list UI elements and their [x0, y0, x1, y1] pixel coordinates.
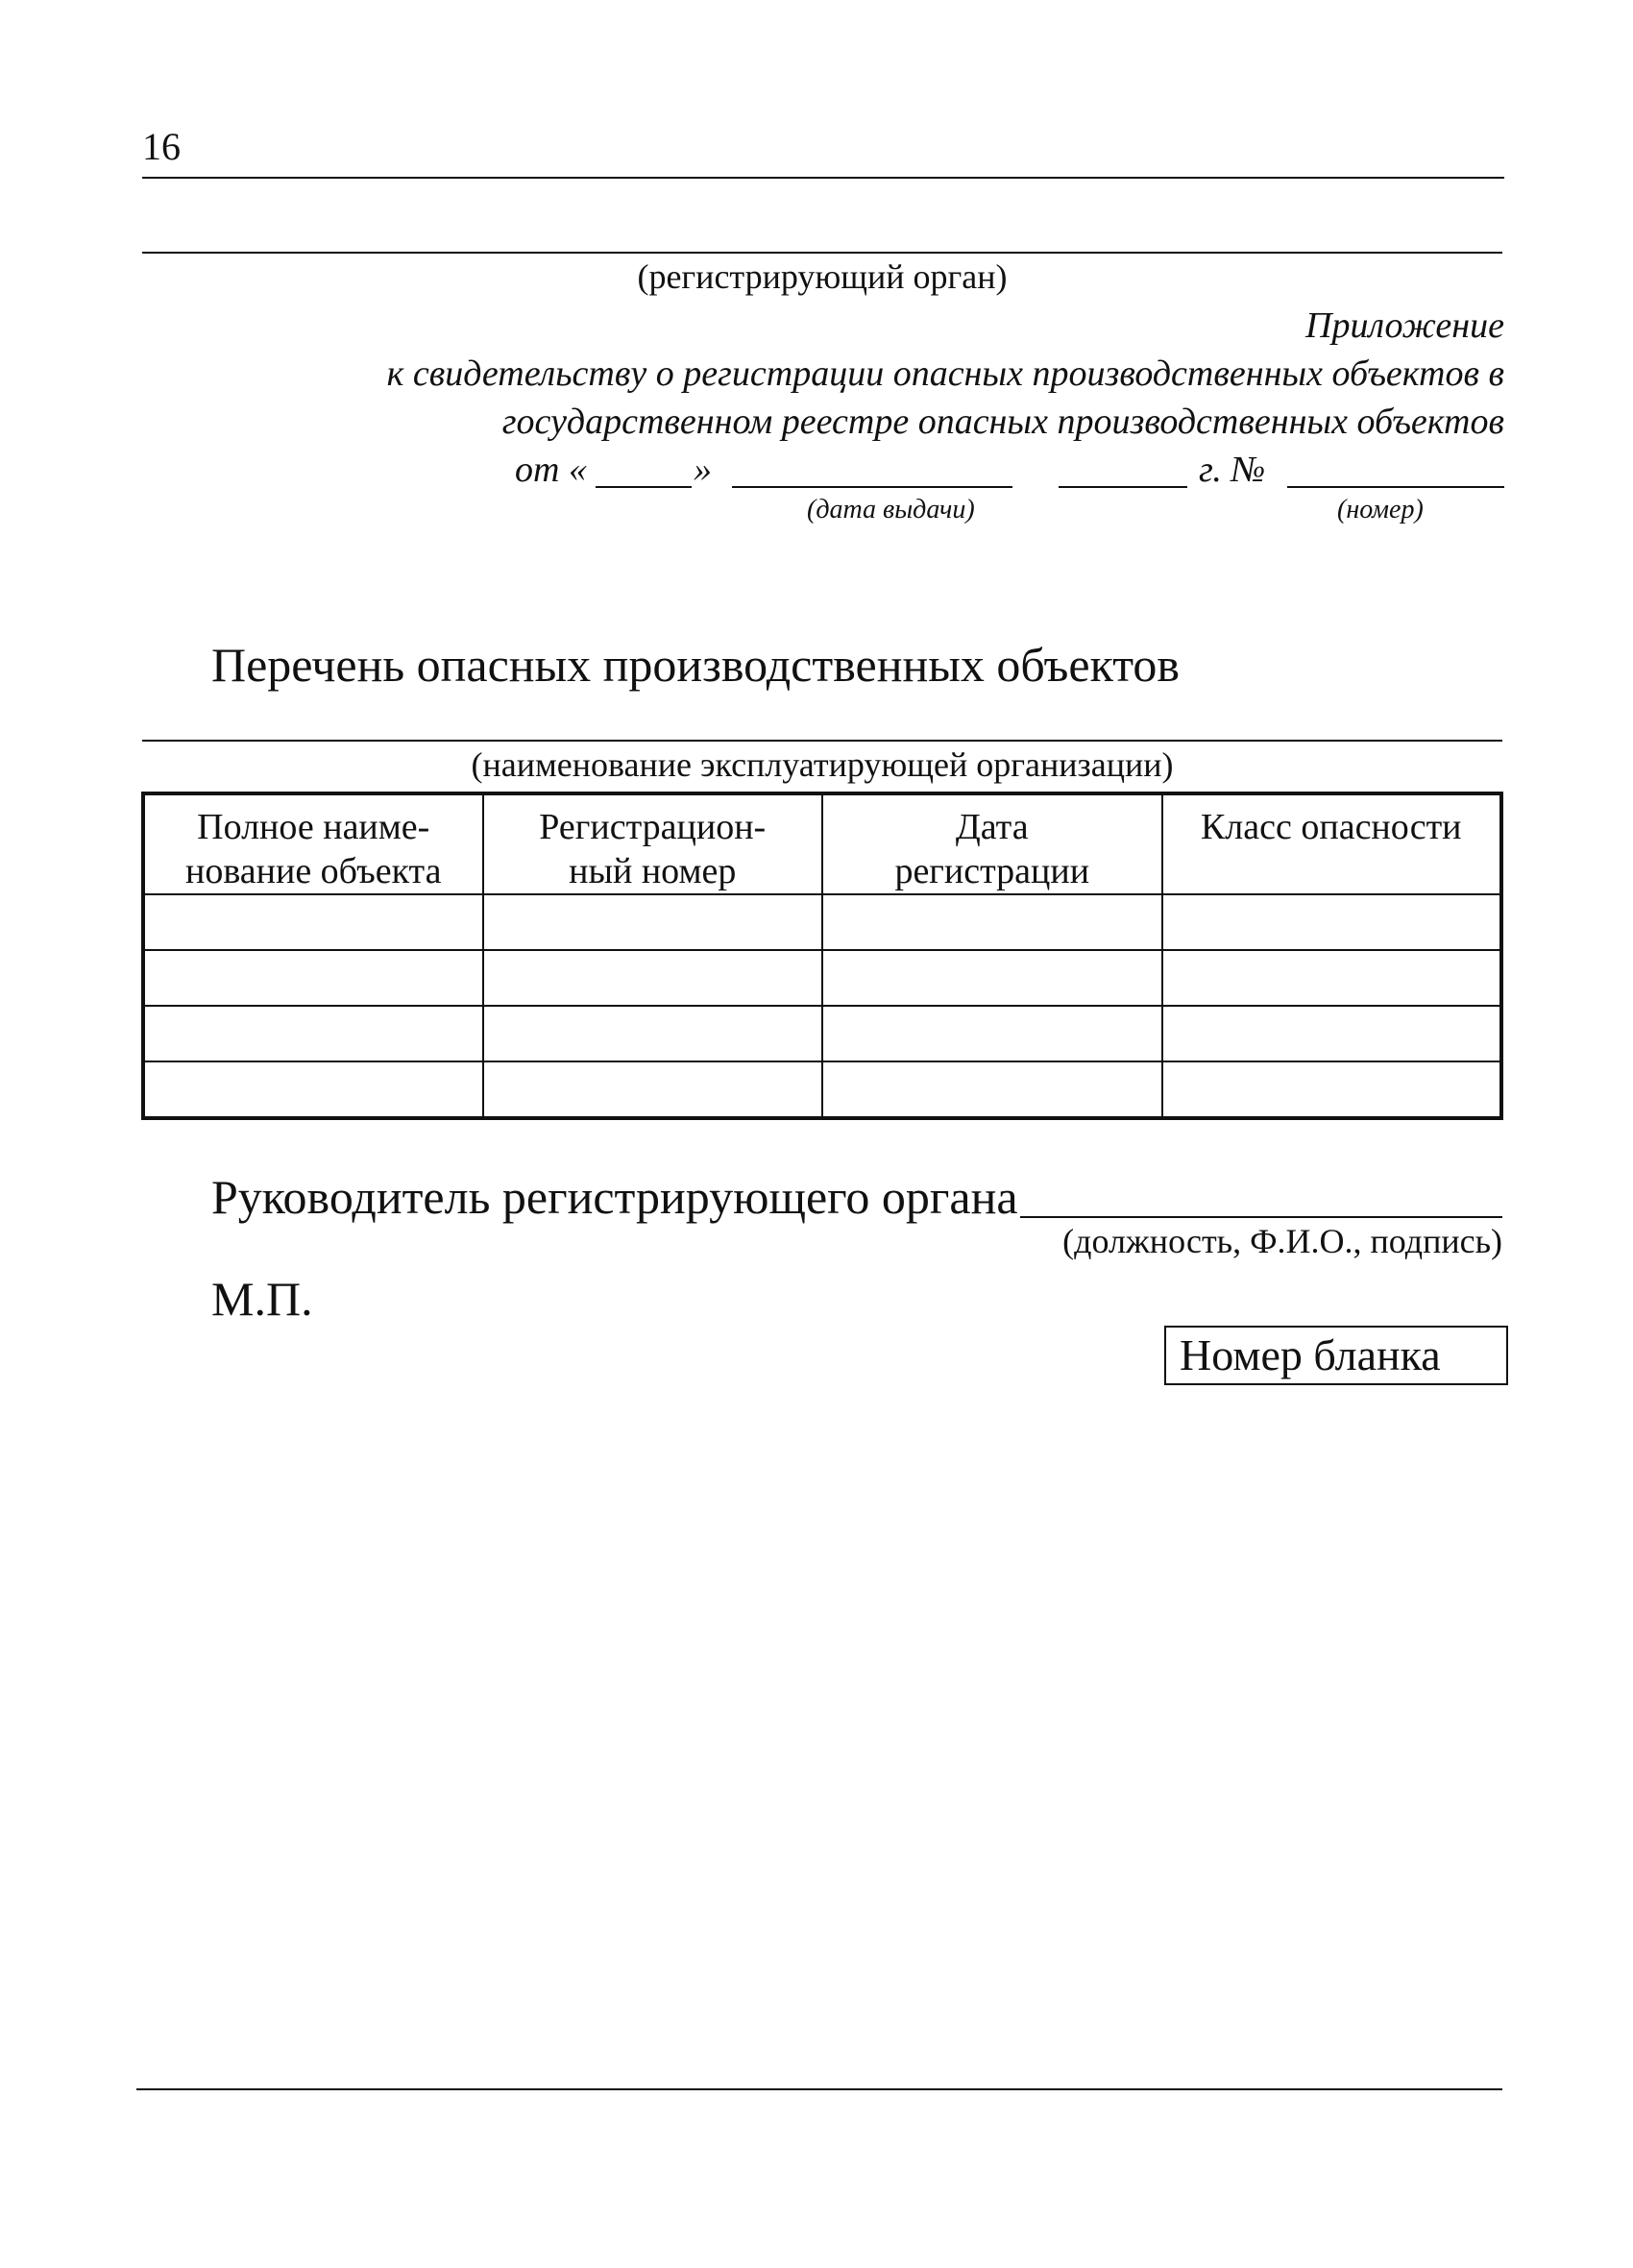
column-header [483, 793, 823, 894]
year-suffix: г. № [1199, 450, 1266, 490]
appendix-line-1: к свидетельству о регистрации опасных производственных объектов в [386, 354, 1504, 394]
table-cell[interactable] [143, 894, 483, 950]
month-blank[interactable] [732, 486, 1012, 488]
registering-body-line [142, 252, 1502, 254]
issue-date-caption: (дата выдачи) [807, 495, 975, 524]
registering-body-caption: (регистрирующий орган) [637, 257, 1008, 296]
list-title: Перечень опасных производственных объектов [211, 638, 1181, 692]
table-cell[interactable] [822, 1006, 1162, 1061]
appendix-line-2: государственном реестре опасных производственных объектов [501, 402, 1504, 442]
form-number-box: Номер бланка [1164, 1326, 1508, 1385]
column-header-line: Полное наиме- [197, 807, 430, 847]
table-cell[interactable] [1162, 894, 1502, 950]
table-cell[interactable] [483, 1006, 823, 1061]
table-cell[interactable] [143, 1006, 483, 1061]
table-row [143, 1006, 1501, 1061]
table-cell[interactable] [822, 1061, 1162, 1118]
table-cell[interactable] [483, 1061, 823, 1118]
signature-caption: (должность, Ф.И.О., подпись) [1062, 1222, 1502, 1260]
column-header [143, 793, 483, 894]
table-cell[interactable] [1162, 1061, 1502, 1118]
org-name-line [142, 740, 1502, 742]
signature-blank[interactable] [1020, 1216, 1502, 1218]
appendix-title: Приложение [1305, 305, 1504, 346]
year-blank[interactable] [1059, 486, 1187, 488]
date-quote-close: » [694, 450, 712, 490]
table-cell[interactable] [1162, 950, 1502, 1006]
table-cell[interactable] [483, 894, 823, 950]
header-rule [142, 177, 1504, 179]
column-header [822, 793, 1162, 894]
objects-table [141, 792, 1503, 1120]
day-blank[interactable] [596, 486, 692, 488]
head-of-registering-body-label: Руководитель регистрирующего органа [211, 1170, 1018, 1224]
column-header-line: Регистрацион- [539, 807, 767, 847]
column-header-line: регистрации [894, 851, 1090, 891]
column-header-line: Класс опасности [1200, 807, 1462, 847]
footer-rule [136, 2088, 1502, 2090]
column-header [1162, 793, 1502, 894]
table-header-row [143, 793, 1501, 894]
number-blank[interactable] [1287, 486, 1504, 488]
org-name-caption: (наименование эксплуатирующей организации) [471, 745, 1174, 784]
table-cell[interactable] [822, 950, 1162, 1006]
table-row [143, 1061, 1501, 1118]
page-number: 16 [142, 125, 181, 168]
table-cell[interactable] [143, 950, 483, 1006]
date-prefix: от « [515, 450, 587, 490]
table-cell[interactable] [483, 950, 823, 1006]
table-row [143, 894, 1501, 950]
table-row [143, 950, 1501, 1006]
column-header-line: Дата [955, 807, 1029, 847]
table-cell[interactable] [143, 1061, 483, 1118]
table-cell[interactable] [822, 894, 1162, 950]
stamp-place-label: М.П. [211, 1272, 313, 1326]
column-header-line: ный номер [569, 851, 737, 891]
date-number-row [515, 448, 1504, 496]
number-caption: (номер) [1337, 495, 1424, 524]
column-header-line: нование объекта [185, 851, 442, 891]
table-cell[interactable] [1162, 1006, 1502, 1061]
